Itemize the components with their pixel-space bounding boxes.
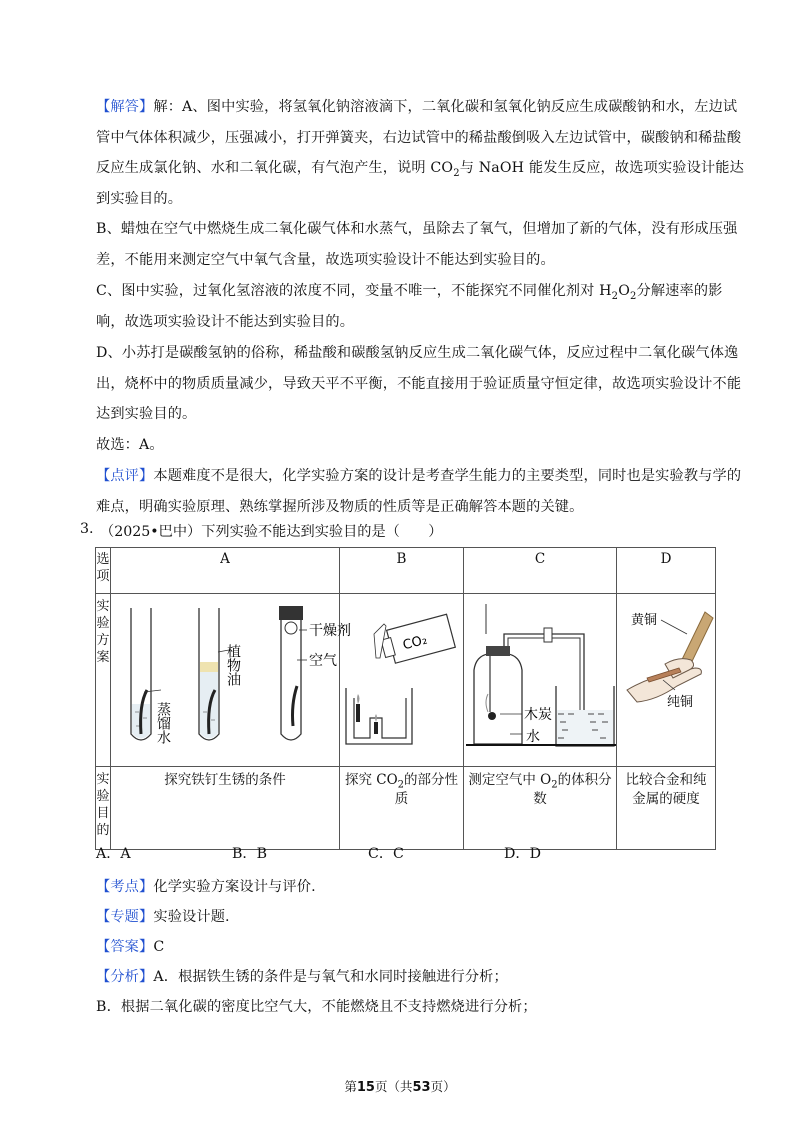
option-b-head: B <box>340 548 464 594</box>
option-a-head: A <box>111 548 340 594</box>
aim-d: 比较合金和纯金属的硬度 <box>617 767 716 850</box>
row-head-figures <box>96 594 111 767</box>
footer-mid: 页（共 <box>374 1079 413 1094</box>
option-c-head: C <box>464 548 617 594</box>
comment-paragraph <box>96 461 746 522</box>
subscript: 2 <box>551 779 558 791</box>
daan-tag: 【答案】 <box>96 939 154 955</box>
options-table <box>95 547 716 850</box>
fenxi-a-text: A．根据铁生锈的条件是与氧气和水同时接触进行分析； <box>153 969 508 985</box>
choice-b[interactable]: B．B <box>232 846 268 862</box>
option-d-head: D <box>617 548 716 594</box>
row-head-text: 选项 <box>96 552 110 584</box>
answer-choice <box>96 430 746 461</box>
label-desiccant: 干燥剂 <box>309 623 351 639</box>
answer-c-text-2: O <box>618 283 630 299</box>
row-head-aims <box>96 767 111 850</box>
figure-a-rust-tubes <box>111 594 351 762</box>
zhuanti-text: 实验设计题. <box>153 909 230 925</box>
daan-text: C <box>153 939 165 955</box>
choice-a[interactable]: A．A <box>96 846 131 862</box>
figure-c-charcoal-apparatus <box>464 594 616 762</box>
zhuanti-line <box>96 902 746 933</box>
label-pure-copper: 纯铜 <box>667 695 694 710</box>
answer-d-text: D、小苏打是碳酸氢钠的俗称，稀盐酸和碳酸氢钠反应生成二氧化碳气体，反应过程中二氧化碳气体逸出，烧杯中的物质质量减少，导致天平不平衡，不能直接用于验证质量守恒定律，故选项实验设计不能达到实验目的。 <box>96 345 742 422</box>
answer-a-text: 解：A、图中实验，将氢氧化钠溶液滴下，二氧化碳和氢氧化钠反应生成碳酸钠和水，左边试管中气体体积减少，压强减小，打开弹簧夹，右边试管中的稀盐酸倒吸入左边试管中，碳酸钠和稀盐酸反应生成氯化钠、水和二氧化碳，有气泡产生，说明 CO <box>96 99 742 176</box>
table-row-options <box>96 548 716 594</box>
fenxi-b-text: B．根据二氧化碳的密度比空气大，不能燃烧且不支持燃烧进行分析； <box>96 999 537 1015</box>
choice-d[interactable]: D．D <box>504 846 541 862</box>
label-air: 空气 <box>309 653 337 669</box>
comment-text: 本题难度不是很大，化学实验方案的设计是考查学生能力的主要类型，同时也是实验教与学的难点，明确实验原理、熟练掌握所涉及物质的性质等是正确解答本题的关键。 <box>96 468 742 515</box>
choice-c[interactable]: C．C <box>368 846 404 862</box>
kaodian-tag: 【考点】 <box>96 879 154 895</box>
aim-c-text: 测定空气中 O <box>468 772 552 788</box>
figure-a-cell <box>111 594 351 767</box>
answer-paragraph-d <box>96 338 746 430</box>
label-charcoal: 木炭 <box>524 707 552 723</box>
label-distilled-water: 蒸馏水 <box>155 702 171 744</box>
figure-d-cell <box>617 594 716 767</box>
subscript: 2 <box>453 167 460 179</box>
zhuanti-tag: 【专题】 <box>96 909 154 925</box>
figure-b-co2-beaker <box>340 594 463 762</box>
aim-b <box>340 767 464 850</box>
aim-c-text-2: 的体积分数 <box>533 772 612 807</box>
answer-c-text: C、图中实验，过氧化氢溶液的浓度不同，变量不唯一，不能探究不同催化剂对 H <box>96 283 612 299</box>
fenxi-tag: 【分析】 <box>96 969 154 985</box>
current-page-number: 15 <box>356 1080 375 1095</box>
question-number: 3. <box>80 521 94 537</box>
figure-c-cell <box>464 594 617 767</box>
page-footer <box>0 1077 800 1095</box>
table-row-aims <box>96 767 716 850</box>
row-head-options <box>96 548 111 594</box>
answer-paragraph-c <box>96 276 746 337</box>
figure-d-scratch-metals <box>617 594 715 762</box>
fenxi-b-line <box>96 992 746 1023</box>
row-head-text: 实验方案 <box>96 599 110 665</box>
fenxi-line <box>96 962 746 993</box>
label-brass: 黄铜 <box>631 613 658 628</box>
footer-post: 页） <box>430 1079 456 1094</box>
footer-pre: 第 <box>344 1079 357 1094</box>
label-vegetable-oil: 植物油 <box>225 644 241 686</box>
answer-c-text-3: 分解速率的影响，故选项实验设计不能达到实验目的。 <box>96 283 723 330</box>
daan-line <box>96 932 746 963</box>
subscript: 2 <box>397 779 405 791</box>
aim-b-text-2: 的部分性质 <box>394 772 459 807</box>
answer-choices <box>96 843 696 865</box>
kaodian-text: 化学实验方案设计与评价. <box>153 879 316 895</box>
answer-choice-text: 故选：A。 <box>96 437 164 453</box>
aim-c <box>464 767 617 850</box>
subscript: 2 <box>629 290 637 302</box>
label-water: 水 <box>526 729 540 745</box>
aim-a: 探究铁钉生锈的条件 <box>111 767 340 850</box>
table-row-figures <box>96 594 716 767</box>
figure-b-cell <box>340 594 464 767</box>
question-text: （2025•巴中）下列实验不能达到实验目的是（ ） <box>100 524 443 540</box>
aim-b-text: 探究 CO <box>344 772 398 788</box>
answer-a-text-2: 与 NaOH 能发生反应，故选项实验设计能达到实验目的。 <box>96 160 744 207</box>
answer-paragraph-b <box>96 214 746 275</box>
kaodian-line <box>96 872 746 903</box>
answer-tag: 【解答】 <box>96 99 154 115</box>
row-head-text: 实验目的 <box>96 772 110 838</box>
label-co2: CO₂ <box>401 632 429 654</box>
answer-paragraph-a <box>96 92 746 214</box>
comment-tag: 【点评】 <box>96 468 154 484</box>
total-page-count: 53 <box>412 1080 431 1095</box>
answer-b-text: B、蜡烛在空气中燃烧生成二氧化碳气体和水蒸气，虽除去了氧气，但增加了新的气体，没有形成压强差，不能用来测定空气中氧气含量，故选项实验设计不能达到实验目的。 <box>96 221 738 268</box>
subscript: 2 <box>611 290 619 302</box>
